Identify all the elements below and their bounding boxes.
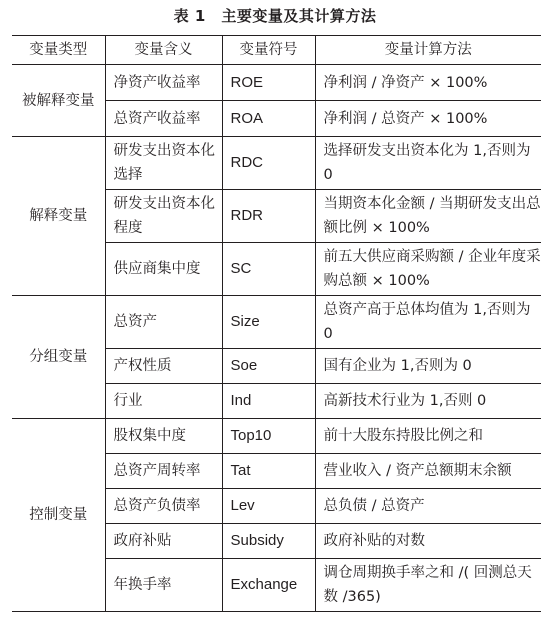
cell-meaning: 供应商集中度 xyxy=(105,243,222,296)
cell-method: 总资产高于总体均值为 1,否则为 0 xyxy=(315,296,541,349)
cell-meaning: 产权性质 xyxy=(105,349,222,384)
cell-method: 净利润 / 净资产 × 100% xyxy=(315,65,541,101)
group-label-control: 控制变量 xyxy=(29,507,88,523)
header-method: 变量计算方法 xyxy=(315,36,541,65)
cell-meaning: 行业 xyxy=(105,384,222,419)
cell-symbol: Soe xyxy=(222,349,315,384)
cell-method: 当期资本化金额 / 当期研发支出总额比例 × 100% xyxy=(315,190,541,243)
table-row xyxy=(12,65,541,101)
cell-method: 总负债 / 总资产 xyxy=(315,489,541,524)
cell-meaning: 股权集中度 xyxy=(105,419,222,454)
table-row xyxy=(12,296,541,349)
group-label-grouping: 分组变量 xyxy=(29,349,88,365)
cell-meaning: 研发支出资本化程度 xyxy=(105,190,222,243)
table-header-row xyxy=(12,36,541,65)
cell-symbol: Size xyxy=(222,296,315,349)
cell-meaning: 研发支出资本化选择 xyxy=(105,137,222,190)
cell-meaning: 总资产负债率 xyxy=(105,489,222,524)
table-caption: 表 1 主要变量及其计算方法 xyxy=(173,7,377,25)
cell-meaning: 总资产周转率 xyxy=(105,454,222,489)
cell-meaning: 政府补贴 xyxy=(105,524,222,559)
group-label-explained: 被解释变量 xyxy=(22,92,95,109)
variables-table xyxy=(12,35,541,612)
cell-method: 前十大股东持股比例之和 xyxy=(315,419,541,454)
cell-method: 净利润 / 总资产 × 100% xyxy=(315,101,541,137)
cell-meaning: 净资产收益率 xyxy=(105,65,222,101)
cell-method: 营业收入 / 资产总额期末余额 xyxy=(315,454,541,489)
cell-symbol: SC xyxy=(222,243,315,296)
cell-symbol: Lev xyxy=(222,489,315,524)
cell-method: 前五大供应商采购额 / 企业年度采购总额 × 100% xyxy=(315,243,541,296)
cell-method: 国有企业为 1,否则为 0 xyxy=(315,349,541,384)
cell-meaning: 总资产收益率 xyxy=(105,101,222,137)
group-label-explanatory: 解释变量 xyxy=(29,208,88,224)
cell-method: 调仓周期换手率之和 /( 回测总天数 /365) xyxy=(315,559,541,612)
cell-method: 选择研发支出资本化为 1,否则为 0 xyxy=(315,137,541,190)
cell-symbol: Exchange xyxy=(222,559,315,612)
cell-symbol: Tat xyxy=(222,454,315,489)
header-type: 变量类型 xyxy=(29,42,88,58)
cell-method: 政府补贴的对数 xyxy=(315,524,541,559)
cell-meaning: 年换手率 xyxy=(105,559,222,612)
cell-symbol: Subsidy xyxy=(222,524,315,559)
header-meaning: 变量含义 xyxy=(105,36,222,65)
cell-symbol: ROE xyxy=(222,65,315,101)
cell-meaning: 总资产 xyxy=(105,296,222,349)
cell-symbol: Ind xyxy=(222,384,315,419)
table-row xyxy=(12,419,541,454)
cell-symbol: RDC xyxy=(222,137,315,190)
cell-symbol: Top10 xyxy=(222,419,315,454)
cell-symbol: ROA xyxy=(222,101,315,137)
header-symbol: 变量符号 xyxy=(222,36,315,65)
cell-symbol: RDR xyxy=(222,190,315,243)
table-row xyxy=(12,137,541,190)
cell-method: 高新技术行业为 1,否则 0 xyxy=(315,384,541,419)
